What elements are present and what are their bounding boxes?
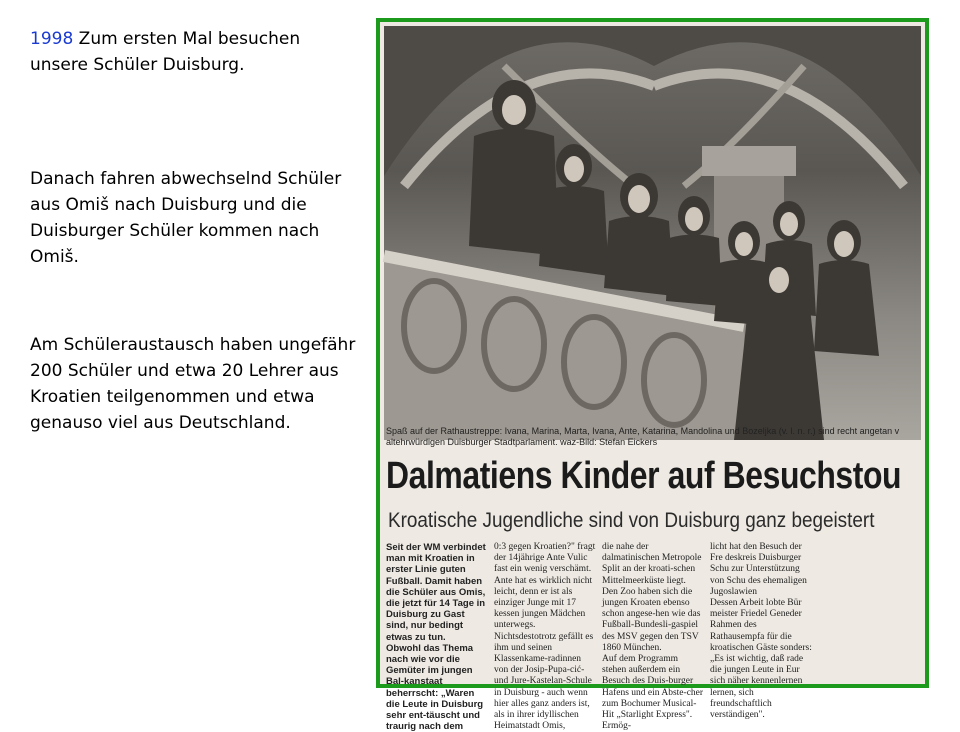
article-body xyxy=(386,542,926,732)
article-headline: Dalmatiens Kinder auf Besuchstou xyxy=(386,455,902,497)
photo-caption: Spaß auf der Rathaustreppe: Ivana, Marina, Marta, Ivana, Ante, Katarina, Mandolina und Bozeljka (v. l. n. r.) sind recht angetan v altehrwürdigen Duisburger Stadtparlament. waz-Bild: Stefan Eickers xyxy=(386,426,900,447)
paragraph-participants: Am Schüleraustausch haben ungefähr 200 Schüler und etwa 20 Lehrer aus Kroatien teilgenommen und etwa genauso viel aus Deutschland. xyxy=(30,335,356,433)
first-visit-text: Zum ersten Mal besuchen unsere Schüler Duisburg. xyxy=(30,29,301,75)
article-subheadline: Kroatische Jugendliche sind von Duisburg ganz begeistert xyxy=(388,509,875,532)
article-column: Seit der WM verbindet man mit Kroatien in erster Linie guten Fußball. Damit haben die Schüler aus Omis, die jetzt für 14 Tage in Duisburg zu Gast sind, nur bedingt etwas zu tun. Obwohl das Thema nach wie vor die Gemüter im jungen Bal-kanstaat beherrscht: „Waren die Leute in Duisburg sehr ent-täuscht und traurig nach dem xyxy=(386,542,486,732)
group-photo xyxy=(384,26,921,440)
article-column: die nahe der dalmatinischen Metropole Split an der kroati-schen Mittelmeerküste liegt. Den Zoo haben sich die jungen Kroaten ebenso schon angese-hen wie das Fußball-Bundesli-gaspiel des MSV gegen den TSV 1860 München. Auf dem Programm stehen außerdem ein Besuch des Duis-burger Hafens und ein Abste-cher zum Bochumer Musical-Hit „Starlight Express". Ermög- xyxy=(602,542,704,732)
paragraph-exchange: Danach fahren abwechselnd Schüler aus Omiš nach Duisburg und die Duisburger Schüler kommen nach Omiš. xyxy=(30,169,342,267)
article-column: 0:3 gegen Kroatien?" fragt der 14jährige Ante Vulic fast ein wenig verschämt. Ante hat es wirklich nicht leicht, denn er ist als einziger Junge mit 17 kessen jungen Mädchen unterwegs. Nichtsdestotrotz gefällt es ihm und seinen Klassenkame-radinnen von der Josip-Pupa-cić- und Jure-Kastelan-Schule in Duisburg - auch wenn hier alles ganz anders ist, als in ihrer idyllischen Heimatstadt Omis, xyxy=(494,542,596,732)
paragraph-first-visit xyxy=(30,26,360,78)
article-column: licht hat den Besuch der Fre deskreis Duisburger Schu zur Unterstützung von Schu des ehemaligen Jugoslawien Dessen Arbeit lobte Bür meister Friedel Geneder Rahmen des Rathausempfa für die kroatischen Gäste sonders: „Es ist wichtig, daß rade die jungen Leute in Eur sich näher kennenlernen lernen, sich freundschaftlich verständigen". xyxy=(710,542,812,721)
newspaper-clipping xyxy=(376,18,929,732)
year-label: 1998 xyxy=(30,29,74,49)
